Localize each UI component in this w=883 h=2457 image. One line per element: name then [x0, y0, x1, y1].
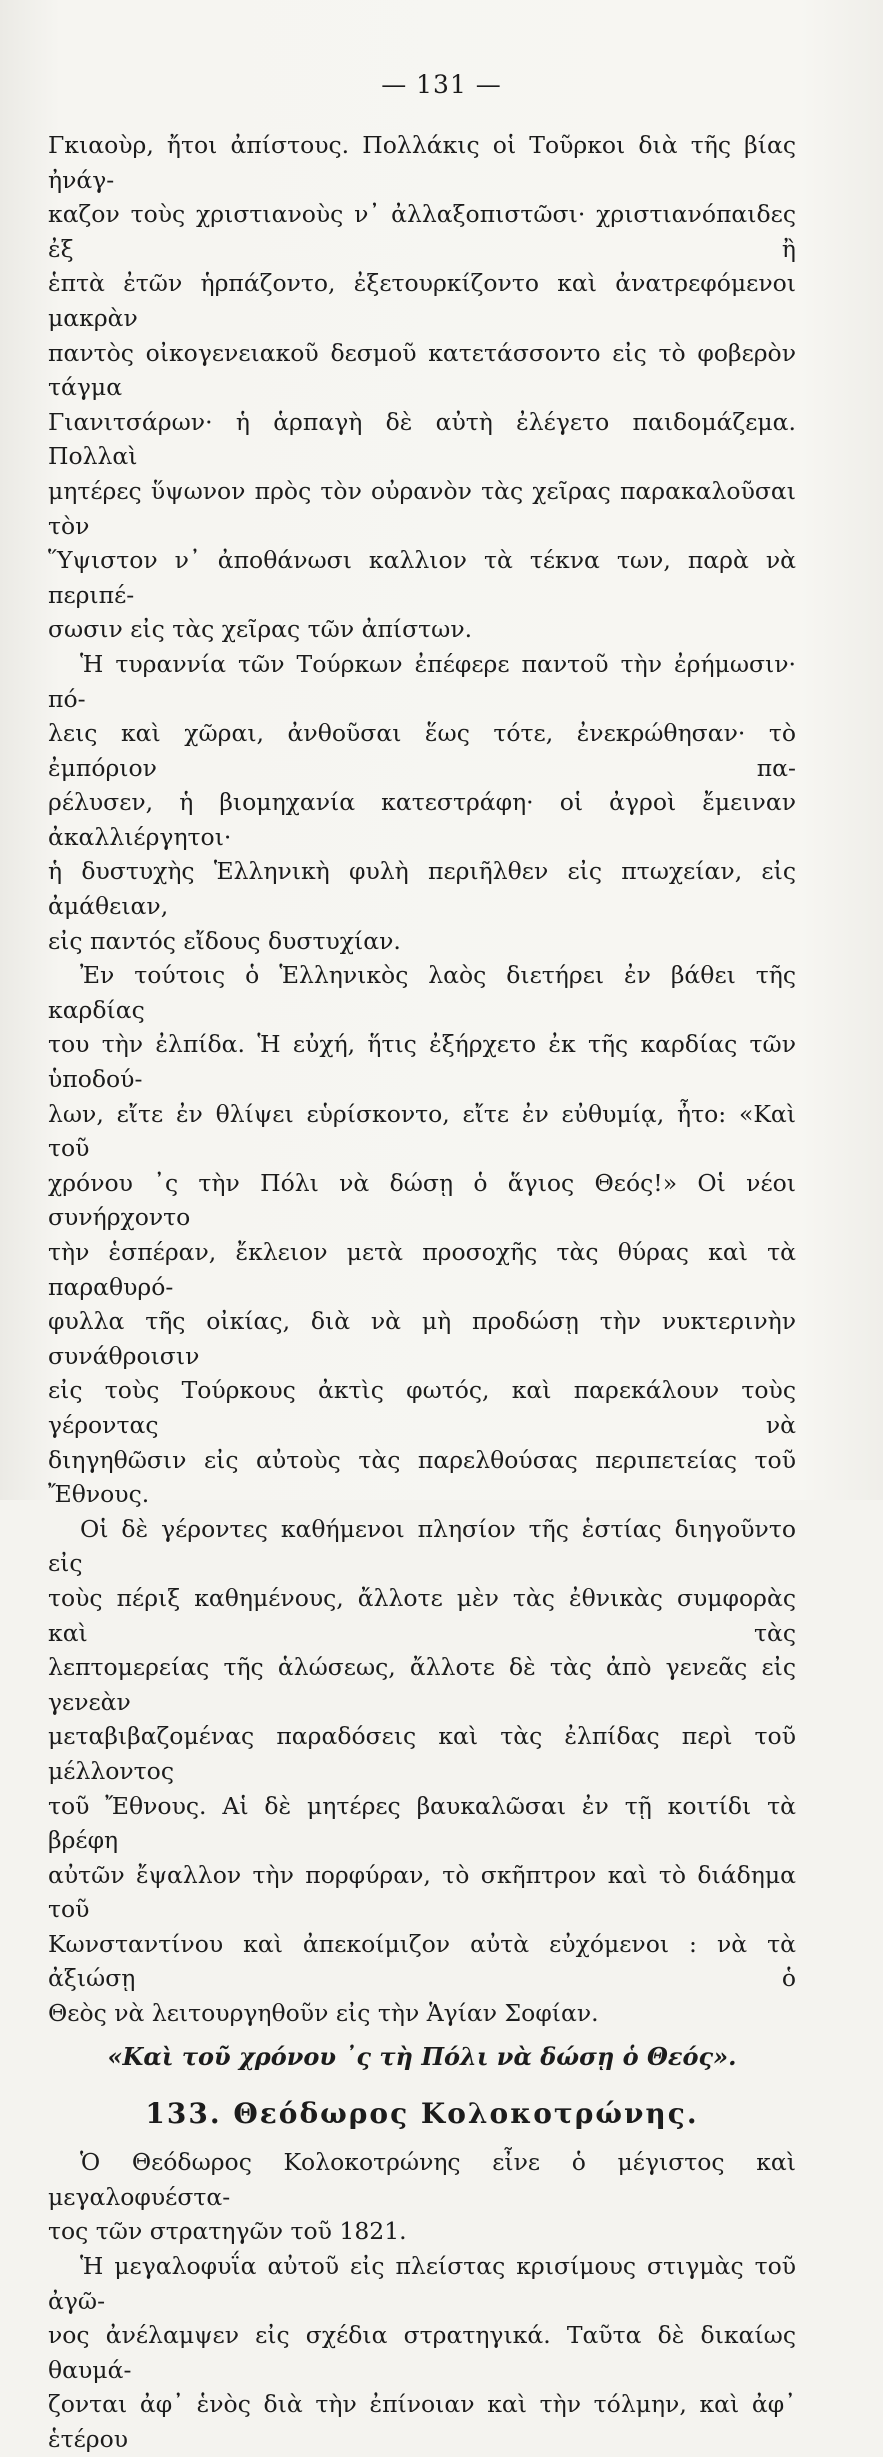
- text-line: διηγηθῶσιν εἰς αὐτοὺς τὰς παρελθούσας περιπετείας τοῦ Ἔθνους.: [48, 1445, 796, 1509]
- text-line: νος ἀνέλαμψεν εἰς σχέδια στρατηγικά. Ταῦτα δὲ δικαίως θαυμά-: [48, 2321, 796, 2384]
- page-body: [48, 128, 796, 2457]
- section-title: 133. Θεόδωρος Κολοκοτρώνης.: [145, 2096, 699, 2130]
- text-line: ρέλυσεν, ἡ βιομηχανία κατεστράφη· οἱ ἀγροὶ ἔμειναν ἀκαλλιέργητοι·: [48, 788, 796, 851]
- text-line: μητέρες ὕψωνον πρὸς τὸν οὐρανὸν τὰς χεῖρας παρακαλοῦσαι τὸν: [48, 476, 796, 540]
- text-line: παντὸς οἰκογενειακοῦ δεσμοῦ κατετάσσοντο εἰς τὸ φοβερὸν τάγμα: [48, 338, 796, 402]
- text-line: τος τῶν στρατηγῶν τοῦ 1821.: [48, 2217, 407, 2246]
- text-line: εἰς παντός εἴδους δυστυχίαν.: [48, 926, 401, 955]
- page-number: — 131 —: [381, 70, 502, 99]
- text-line: λεπτομερείας τῆς ἁλώσεως, ἄλλοτε δὲ τὰς ἀπὸ γενεᾶς εἰς γενεὰν: [48, 1653, 796, 1716]
- text-line: ἡ δυστυχὴς Ἑλληνικὴ φυλὴ περιῆλθεν εἰς πτωχείαν, εἰς ἀμάθειαν,: [48, 857, 796, 921]
- text-line: Κωνσταντίνου καὶ ἀπεκοίμιζον αὐτὰ εὐχόμενοι : νὰ τὰ ἀξιώσῃ ὁ: [48, 1929, 796, 1993]
- text-line: λεις καὶ χῶραι, ἀνθοῦσαι ἕως τότε, ἐνεκρώθησαν· τὸ ἐμπόριον πα-: [48, 719, 796, 782]
- text-line: μεταβιβαζομένας παραδόσεις καὶ τὰς ἐλπίδας περὶ τοῦ μέλλοντος: [48, 1722, 796, 1785]
- text-line: αὐτῶν ἔψαλλον τὴν πορφύραν, τὸ σκῆπτρον καὶ τὸ διάδημα τοῦ: [48, 1860, 796, 1924]
- text-line: Θεὸς νὰ λειτουργηθοῦν εἰς τὴν Ἁγίαν Σοφίαν.: [48, 1999, 599, 2028]
- text-line: Ὁ Θεόδωρος Κολοκοτρώνης εἶνε ὁ μέγιστος καὶ μεγαλοφυέστα-: [48, 2148, 796, 2211]
- text-line: Οἱ δὲ γέροντες καθήμενοι πλησίον τῆς ἑστίας διηγοῦντο εἰς: [48, 1514, 796, 1578]
- text-line: τοῦ Ἔθνους. Αἱ δὲ μητέρες βαυκαλῶσαι ἐν τῇ κοιτίδι τὰ βρέφη: [48, 1791, 796, 1855]
- text-line: τὴν ἑσπέραν, ἔκλειον μετὰ προσοχῆς τὰς θύρας καὶ τὰ παραθυρό-: [48, 1238, 796, 1301]
- text-line: Ἐν τούτοις ὁ Ἑλληνικὸς λαὸς διετήρει ἐν βάθει τῆς καρδίας: [48, 961, 796, 1024]
- text-line: ζονται ἀφ᾽ ἑνὸς διὰ τὴν ἐπίνοιαν καὶ τὴν τόλμην, καὶ ἀφ᾽ ἑτέρου: [48, 2390, 796, 2453]
- text-line: Γιανιτσάρων· ἡ ἁρπαγὴ δὲ αὐτὴ ἐλέγετο παιδομάζεμα. Πολλαὶ: [48, 407, 796, 471]
- text-line: καζον τοὺς χριστιανοὺς ν᾽ ἀλλαξοπιστῶσι· χριστιανόπαιδες ἐξ ἢ: [48, 200, 796, 263]
- text-line: Ἡ τυραννία τῶν Τούρκων ἐπέφερε παντοῦ τὴν ἐρήμωσιν· πό-: [48, 649, 796, 713]
- text-line: του τὴν ἐλπίδα. Ἡ εὐχή, ἥτις ἐξήρχετο ἐκ τῆς καρδίας τῶν ὑποδού-: [48, 1030, 796, 1094]
- text-line: ἑπτὰ ἐτῶν ἡρπάζοντο, ἐξετουρκίζοντο καὶ ἀνατρεφόμενοι μακρὰν: [48, 269, 796, 332]
- text-line: εἰς τοὺς Τούρκους ἀκτὶς φωτός, καὶ παρεκάλουν τοὺς γέροντας νὰ: [48, 1376, 796, 1439]
- quote: «Καὶ τοῦ χρόνου ᾽ς τὴ Πόλι νὰ δώσῃ ὁ Θεός».: [107, 2041, 737, 2071]
- text-line: σωσιν εἰς τὰς χεῖρας τῶν ἀπίστων.: [48, 615, 473, 644]
- text-line: φυλλα τῆς οἰκίας, διὰ νὰ μὴ προδώσῃ τὴν νυκτερινὴν συνάθροισιν: [48, 1307, 796, 1370]
- text-line: τοὺς πέριξ καθημένους, ἄλλοτε μὲν τὰς ἐθνικὰς συμφορὰς καὶ τὰς: [48, 1583, 796, 1647]
- text-line: Γκιαοὺρ, ἤτοι ἀπίστους. Πολλάκις οἱ Τοῦρκοι διὰ τῆς βίας ἠνάγ-: [48, 131, 796, 194]
- text-line: Ὕψιστον ν᾽ ἀποθάνωσι καλλιον τὰ τέκνα των, παρὰ νὰ περιπέ-: [48, 546, 796, 609]
- text-line: λων, εἴτε ἐν θλίψει εὑρίσκοντο, εἴτε ἐν εὐθυμίᾳ, ἦτο: «Καὶ τοῦ: [48, 1099, 796, 1163]
- text-line: χρόνου ᾽ς τὴν Πόλι νὰ δώσῃ ὁ ἅγιος Θεός!» Οἱ νέοι συνήρχοντο: [48, 1168, 796, 1232]
- text-line: Ἡ μεγαλοφυΐα αὐτοῦ εἰς πλείστας κρισίμους στιγμὰς τοῦ ἀγῶ-: [48, 2252, 796, 2315]
